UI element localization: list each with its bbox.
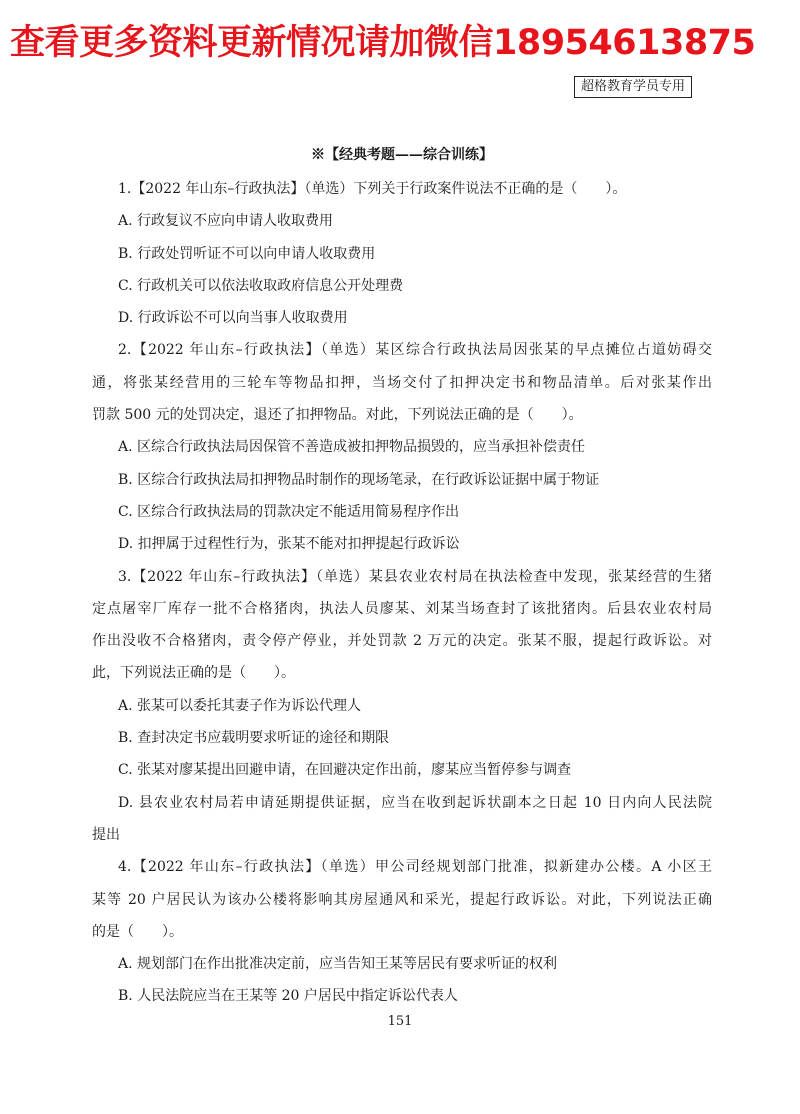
question-4-option-a: A. 规划部门在作出批准决定前，应当告知王某等居民有要求听证的权利	[118, 956, 558, 973]
question-4-stem-line-3: 的是（ ）。	[92, 923, 183, 940]
question-1-stem: 1.【2022 年山东–行政执法】（单选）下列关于行政案件说法不正确的是（ ）。	[118, 181, 627, 197]
question-4-option-b: B. 人民法院应当在王某等 20 户居民中指定诉讼代表人	[118, 988, 458, 1005]
question-2-option-a: A. 区综合行政执法局因保管不善造成被扣押物品损毁的，应当承担补偿责任	[118, 439, 586, 456]
question-3-option-b: B. 查封决定书应载明要求听证的途径和期限	[118, 730, 390, 747]
page-number: 151	[387, 1014, 413, 1029]
question-4-stem-line-2: 某等 20 户居民认为该办公楼将影响其房屋通风和采光，提起行政诉讼。对此，下列说法正确	[92, 891, 712, 908]
question-2-option-d: D. 扣押属于过程性行为，张某不能对扣押提起行政诉讼	[118, 536, 460, 553]
question-3-stem-line-2: 定点屠宰厂库存一批不合格猪肉，执法人员廖某、刘某当场查封了该批猪肉。后县农业农村局	[92, 600, 712, 617]
question-3-stem-line-4: 此，下列说法正确的是（ ）。	[92, 665, 295, 682]
question-2-option-c: C. 区综合行政执法局的罚款决定不能适用简易程序作出	[118, 503, 460, 520]
question-1-option-a: A. 行政复议不应向申请人收取费用	[118, 213, 334, 230]
question-3-option-a: A. 张某可以委托其妻子作为诉讼代理人	[118, 697, 362, 714]
question-3-option-c: C. 张某对廖某提出回避申请，在回避决定作出前，廖某应当暂停参与调查	[118, 762, 572, 779]
question-1-option-c: C. 行政机关可以依法收取政府信息公开处理费	[118, 277, 404, 294]
question-2-stem-line-2: 通，将张某经营用的三轮车等物品扣押，当场交付了扣押决定书和物品清单。后对张某作出	[92, 374, 712, 391]
question-1-option-d: D. 行政诉讼不可以向当事人收取费用	[118, 310, 348, 327]
question-2-stem-line-1: 2.【2022 年山东–行政执法】（单选）某区综合行政执法局因张某的早点摊位占道妨碍交	[118, 342, 712, 359]
page-content	[92, 137, 712, 1013]
question-2-stem-line-3: 罚款 500 元的处罚决定，退还了扣押物品。对此，下列说法正确的是（ ）。	[92, 407, 583, 424]
question-3-stem-line-1: 3.【2022 年山东–行政执法】（单选）某县农业农村局在执法检查中发现，张某经营的生猪	[118, 568, 712, 585]
question-1-option-b: B. 行政处罚听证不可以向申请人收取费用	[118, 245, 376, 262]
section-title: ※【经典考题——综合训练】	[311, 147, 493, 163]
question-3-option-d-line-1: D. 县农业农村局若申请延期提供证据，应当在收到起诉状副本之日起 10 日内向人民法院	[118, 794, 712, 811]
contact-banner: 查看更多资料更新情况请加微信18954613875	[10, 23, 756, 63]
question-4-stem-line-1: 4.【2022 年山东–行政执法】（单选）甲公司经规划部门批准，拟新建办公楼。A 小区王	[118, 859, 712, 876]
question-3-stem-line-3: 作出没收不合格猪肉，责令停产停业，并处罚款 2 万元的决定。张某不服，提起行政诉讼。对	[92, 633, 712, 650]
student-only-badge: 超格教育学员专用	[574, 76, 692, 98]
question-2-option-b: B. 区综合行政执法局扣押物品时制作的现场笔录，在行政诉讼证据中属于物证	[118, 471, 600, 488]
question-3-option-d-line-2: 提出	[92, 826, 120, 843]
